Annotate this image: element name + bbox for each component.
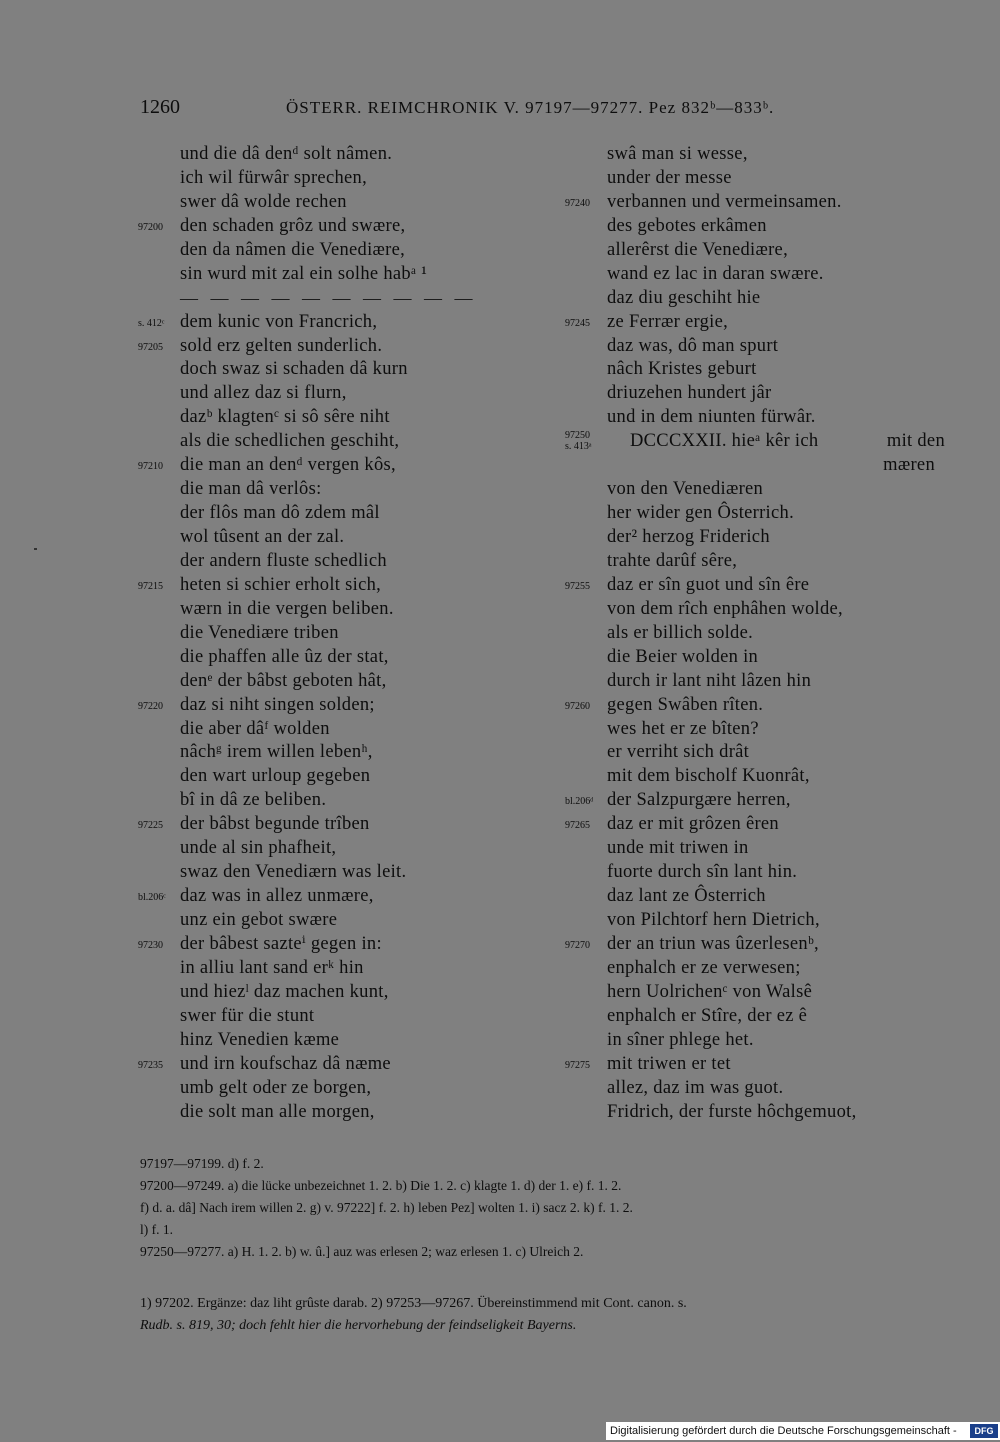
verse-line: [565, 1005, 965, 1029]
verse-text: der bâbst begunde trîben: [180, 814, 370, 835]
verse-text: und allez daz si flurn,: [180, 383, 347, 404]
verse-line: [138, 670, 538, 694]
verse-text: swaz den Venediærn was leit.: [180, 862, 407, 883]
verse-line: [565, 502, 965, 526]
verse-text: driuzehen hundert jâr: [607, 383, 772, 404]
verse-text: als er billich solde.: [607, 622, 754, 643]
verse-text: die Venediære triben: [180, 622, 339, 643]
verse-text: umb gelt oder ze borgen,: [180, 1077, 372, 1098]
apparatus-line: f) d. a. dâ] Nach irem willen 2. g) v. 97222] f. 2. h) leben Pez] wolten 1. i) sacz 2. k) f. 1. 2.: [140, 1200, 633, 1215]
line-number-margin: 97270: [565, 939, 590, 951]
verse-line: [565, 550, 965, 574]
verse-text: ze Ferrær ergie,: [607, 311, 729, 332]
verse-text: die aber dâᶠ wolden: [180, 718, 330, 739]
verse-line: [138, 430, 538, 454]
verse-text: bî in dâ ze beliben.: [180, 790, 327, 811]
verse-line: [565, 382, 965, 406]
verse-text: — — — — — — — — — —: [180, 287, 477, 308]
verse-line: [565, 191, 965, 215]
verse-text: der Salzpurgære herren,: [607, 790, 791, 811]
verse-text: enphalch er ze verwesen;: [607, 957, 801, 978]
verse-line: [138, 646, 538, 670]
line-number-margin: 97205: [138, 341, 163, 353]
line-number-margin: 97260: [565, 700, 590, 712]
verse-text: als die schedlichen geschiht,: [180, 431, 400, 452]
right-verse-column: [565, 143, 965, 1124]
verse-line: [138, 1029, 538, 1053]
verse-line: [138, 837, 538, 861]
verse-line: [138, 957, 538, 981]
verse-text: denᵉ der bâbst geboten hât,: [180, 670, 387, 691]
verse-text: dem kunic von Francrich,: [180, 311, 378, 332]
verse-text: mit dem bischolf Kuonrât,: [607, 766, 810, 787]
verse-line: [565, 909, 965, 933]
verse-text: und die dâ denᵈ solt nâmen.: [180, 144, 393, 164]
verse-text: her wider gen Ôsterrich.: [607, 503, 794, 524]
verse-text: allerêrst die Venediære,: [607, 239, 788, 260]
verse-text: durch ir lant niht lâzen hin: [607, 670, 812, 691]
verse-text: verbannen und vermeinsamen.: [607, 191, 842, 212]
verse-text: die phaffen alle ûz der stat,: [180, 646, 389, 667]
page-number: 1260: [140, 96, 180, 118]
verse-text: wol tûsent an der zal.: [180, 527, 345, 547]
verse-text: die Beier wolden in: [607, 646, 759, 667]
footnote-line: Rudb. s. 819, 30; doch fehlt hier die hervorhebung der feindseligkeit Bayerns.: [140, 1318, 577, 1333]
verse-line: [138, 765, 538, 789]
line-number-margin: 97240: [565, 197, 590, 209]
verse-line: [565, 622, 965, 646]
verse-text: hinz Venedien kæme: [180, 1029, 340, 1050]
verse-line: [138, 933, 538, 957]
verse-text: in sîner phlege het.: [607, 1029, 754, 1050]
verse-text: nâchᵍ irem willen lebenʰ,: [180, 742, 373, 763]
line-number-margin: 97255: [565, 580, 590, 592]
verse-line: [565, 167, 965, 191]
line-number-margin: bl.206ᵈ: [565, 796, 594, 808]
verse-line: [138, 382, 538, 406]
verse-line: [138, 550, 538, 574]
verse-text: von den Venediæren: [607, 479, 764, 500]
verse-line: [138, 502, 538, 526]
verse-text: hern Uolrichenᶜ von Walsê: [607, 981, 813, 1002]
verse-line: [565, 789, 965, 813]
line-number-margin: 97210: [138, 461, 163, 473]
dfg-logo: DFG: [970, 1424, 998, 1438]
apparatus-line: 97197—97199. d) f. 2.: [140, 1156, 264, 1171]
verse-line: [138, 574, 538, 598]
critical-apparatus: [140, 1153, 975, 1263]
verse-line: [565, 358, 965, 382]
verse-line: [138, 1005, 538, 1029]
verse-text: daz diu geschiht hie: [607, 287, 761, 308]
verse-line: [138, 358, 538, 382]
verse-line: [565, 718, 965, 742]
verse-text: von dem rîch enphâhen wolde,: [607, 598, 843, 619]
footnotes: [140, 1293, 975, 1337]
verse-line: [138, 335, 538, 359]
verse-text: der flôs man dô zdem mâl: [180, 503, 380, 524]
line-number-margin: 97225: [138, 820, 163, 832]
line-number-margin: s. 412ᶜ: [138, 317, 165, 329]
verse-line: [138, 215, 538, 239]
verse-text: und in dem niunten fürwâr.: [607, 407, 816, 428]
verse-text: daz si niht singen solden;: [180, 694, 375, 715]
line-number-margin: 97215: [138, 580, 163, 592]
line-number-margin: 97275: [565, 1059, 590, 1071]
verse-line: [138, 1077, 538, 1101]
verse-text: die man dâ verlôs:: [180, 479, 322, 500]
verse-line: [138, 1053, 538, 1077]
verse-line: [565, 335, 965, 359]
verse-text: daz er sîn guot und sîn êre: [607, 574, 810, 595]
verse-text: trahte darûf sêre,: [607, 550, 738, 571]
verse-line: [138, 191, 538, 215]
verse-text: allez, daz im was guot.: [607, 1077, 784, 1098]
verse-line: [565, 885, 965, 909]
verse-line: [565, 765, 965, 789]
verse-line: [138, 598, 538, 622]
line-number-margin: 97245: [565, 317, 590, 329]
verse-line: [138, 311, 538, 335]
verse-text: die man an denᵈ vergen kôs,: [180, 455, 396, 476]
line-number-margin: 97230: [138, 939, 163, 951]
verse-line: [565, 694, 965, 718]
verse-line: [565, 1053, 965, 1077]
verse-text: mit triwen er tet: [607, 1053, 731, 1074]
verse-line: [138, 741, 538, 765]
verse-line: [565, 598, 965, 622]
line-number-margin: 97250 s. 413ᵃ: [565, 430, 592, 453]
line-number-margin: bl.206ᶜ: [138, 892, 166, 904]
verse-line: [565, 263, 965, 287]
verse-text: doch swaz si schaden dâ kurn: [180, 359, 408, 380]
verse-line: [565, 239, 965, 263]
verse-line: [565, 646, 965, 670]
verse-line: [138, 622, 538, 646]
verse-text: unz ein gebot swære: [180, 910, 338, 930]
verse-line: [565, 287, 965, 311]
line-number-margin: 97220: [138, 700, 163, 712]
verse-line: [565, 406, 965, 430]
verse-text: unde al sin phafheit,: [180, 838, 337, 859]
verse-text: gegen Swâben rîten.: [607, 694, 764, 715]
verse-line: [138, 239, 538, 263]
verse-text: enphalch er Stîre, der ez ê: [607, 1005, 808, 1026]
verse-line: [565, 311, 965, 335]
verse-line: [138, 454, 538, 478]
dfg-banner[interactable]: [606, 1422, 1000, 1440]
page-header: [140, 96, 840, 124]
running-title: ÖSTERR. REIMCHRONIK V. 97197—97277. Pez 832ᵇ—833ᵇ.: [286, 98, 775, 117]
verse-line: [138, 813, 538, 837]
verse-text: swer dâ wolde rechen: [180, 191, 347, 212]
verse-text: sin wurd mit zal ein solhe habᵃ ¹: [180, 263, 428, 284]
verse-text: wes het er ze bîten?: [607, 718, 759, 739]
verse-text: und hiezˡ daz machen kunt,: [180, 981, 389, 1002]
verse-line: [138, 981, 538, 1005]
apparatus-line: l) f. 1.: [140, 1222, 173, 1237]
verse-text: wand ez lac in daran swære.: [607, 263, 824, 284]
apparatus-line: 97200—97249. a) die lücke unbezeichnet 1. 2. b) Die 1. 2. c) klagte 1. d) der 1. e) f. 1. 2.: [140, 1178, 622, 1193]
verse-text: der bâbest sazteⁱ gegen in:: [180, 933, 382, 954]
verse-text: Fridrich, der furste hôchgemuot,: [607, 1101, 857, 1122]
line-number-margin: 97200: [138, 221, 163, 233]
verse-text: daz was in allez unmære,: [180, 886, 374, 907]
verse-text: daz was, dô man spurt: [607, 335, 779, 356]
verse-text: DCCCXXII. hieᵃ kêr ich: [630, 431, 819, 452]
verse-line: [565, 813, 965, 837]
verse-line: [565, 1029, 965, 1053]
verse-text: swer für die stunt: [180, 1005, 315, 1026]
verse-text: in alliu lant sand erᵏ hin: [180, 957, 364, 978]
verse-line: [138, 406, 538, 430]
verse-line: [138, 718, 538, 742]
apparatus-line: 97250—97277. a) H. 1. 2. b) w. û.] auz was erlesen 2; waz erlesen 1. c) Ulreich 2.: [140, 1244, 584, 1259]
verse-line: [138, 694, 538, 718]
verse-line: [565, 526, 965, 550]
verse-text: den da nâmen die Venediære,: [180, 239, 406, 260]
verse-line: [138, 478, 538, 502]
verse-line: [138, 1101, 538, 1125]
verse-text-tail: mit den: [886, 431, 945, 452]
verse-line: [565, 861, 965, 885]
verse-text: der an triun was ûzerlesenᵇ,: [607, 933, 819, 954]
verse-text: er verriht sich drât: [607, 742, 750, 763]
verse-line: [138, 861, 538, 885]
verse-text: unde mit triwen in: [607, 838, 749, 859]
verse-text: ich wil fürwâr sprechen,: [180, 167, 367, 188]
verse-line: [138, 167, 538, 191]
verse-text: fuorte durch sîn lant hin.: [607, 862, 798, 883]
verse-line: [565, 837, 965, 861]
verse-line: [138, 526, 538, 550]
verse-line: [565, 215, 965, 239]
verse-line: [565, 143, 965, 167]
verse-line: [138, 287, 538, 311]
verse-line: [565, 478, 965, 502]
verse-text: wærn in die vergen beliben.: [180, 598, 394, 619]
verse-text: die solt man alle morgen,: [180, 1101, 375, 1122]
verse-text: des gebotes erkâmen: [607, 215, 767, 236]
verse-line: [565, 741, 965, 765]
verse-text: und irn koufschaz dâ næme: [180, 1053, 391, 1074]
verse-text: sold erz gelten sunderlich.: [180, 335, 383, 356]
verse-text-continuation: mæren: [883, 455, 935, 476]
verse-text: der² herzog Friderich: [607, 527, 770, 548]
line-number-margin: 97235: [138, 1059, 163, 1071]
left-verse-column: [138, 143, 538, 1124]
verse-line: [565, 933, 965, 957]
verse-text: daz lant ze Ôsterrich: [607, 886, 766, 907]
line-number-margin: 97265: [565, 820, 590, 832]
dfg-banner-text: Digitalisierung gefördert durch die Deutsche Forschungsgemeinschaft -: [610, 1425, 957, 1437]
verse-line: [138, 909, 538, 933]
verse-line: [565, 430, 965, 478]
verse-line: [565, 670, 965, 694]
verse-text: daz er mit grôzen êren: [607, 814, 779, 835]
verse-line: [138, 885, 538, 909]
verse-text: den wart urloup gegeben: [180, 766, 371, 787]
verse-text: dazᵇ klagtenᶜ si sô sêre niht: [180, 407, 390, 428]
verse-text: nâch Kristes geburt: [607, 359, 757, 380]
footnote-line: 1) 97202. Ergänze: daz liht grûste darab. 2) 97253—97267. Übereinstimmend mit Cont. canon. s.: [140, 1296, 687, 1311]
scan-speck: [34, 548, 37, 550]
verse-line: [138, 263, 538, 287]
verse-line: [565, 957, 965, 981]
verse-line: [138, 143, 538, 167]
verse-text: under der messe: [607, 167, 732, 188]
verse-text: heten si schier erholt sich,: [180, 574, 382, 595]
verse-line: [565, 1101, 965, 1125]
verse-line: [565, 981, 965, 1005]
verse-line: [565, 1077, 965, 1101]
verse-text: swâ man si wesse,: [607, 144, 748, 164]
verse-line: [138, 789, 538, 813]
verse-line: [565, 574, 965, 598]
verse-text: von Pilchtorf hern Dietrich,: [607, 910, 820, 931]
verse-text: den schaden grôz und swære,: [180, 215, 406, 236]
verse-text: der andern fluste schedlich: [180, 550, 387, 571]
